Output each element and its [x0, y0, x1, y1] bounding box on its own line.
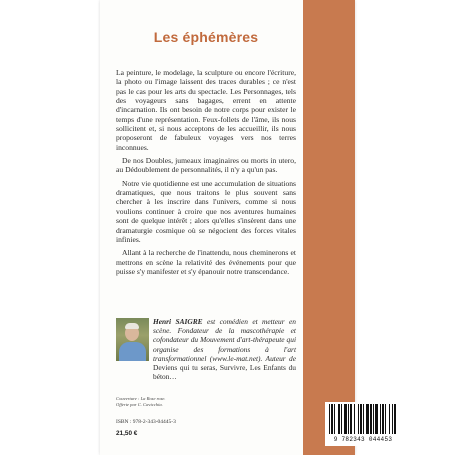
price: 21,50 €	[116, 430, 138, 437]
blurb-paragraph-1: La peinture, le modelage, la sculpture ou encore l'écriture, la photo ou l'image laissent des traces durables ; ce n'est pas le cas pour les arts du spectacle. Les Personnages, tels des voyageurs sans bagages, errent en attente d'incarnation. Ils ont besoin de notre corps pour exister le temps d'une représentation. Feux-follets de l'âme, ils nous sollicitent et, si nous acceptons de les accueillir, ils nous proposeront de fabuleux voyages vers nos terres inconnues.	[116, 68, 296, 152]
blurb-paragraph-4: Allant à la recherche de l'inattendu, nous cheminerons et mettrons en scène la relativité des événements pour que puisse s'y manifester et s'y épanouir notre transcendance.	[116, 248, 296, 276]
author-photo	[116, 318, 149, 361]
author-works: Deviens qui tu seras, Survivre, Les Enfants du béton…	[153, 363, 296, 382]
author-bio	[153, 317, 296, 381]
barcode	[325, 402, 401, 446]
barcode-number: 9 782343 044453	[333, 436, 393, 443]
credit-line-2: Offerte par C. Cavicchia.	[116, 402, 163, 407]
blurb-paragraph-3: Notre vie quotidienne est une accumulation de situations dramatiques, que nous traitons le plus souvent sans chercher à les inscrire dans l'univers, comme si nous voulions continuer à croire que nos aventures humaines sont de quelque intérêt ; alors qu'elles s'insèrent dans une dramaturgie cosmique où se négocient des forces vitales infinies.	[116, 178, 296, 244]
blurb-paragraph-2: De nos Doubles, jumeaux imaginaires ou morts in utero, au Dédoublement de personnalités, il n'y a qu'un pas.	[116, 156, 296, 175]
credit-line-1: Couverture : La Rose rose.	[116, 396, 166, 401]
cover-credits	[116, 396, 236, 408]
author-bio-text: est comédien et metteur en scène. Fondateur de la mascothérapie et cofondateur du Mouvement d'art-thérapeute qui organise des formations à l'art transformationnel (www.le-mat.net). Auteur de	[153, 317, 297, 363]
cover-content	[116, 0, 393, 455]
book-title: Les éphémères	[153, 29, 259, 45]
author-name: Henri SAIGRE	[153, 317, 203, 326]
book-spine	[303, 0, 355, 455]
blurb	[116, 68, 296, 280]
isbn: ISBN : 978-2-343-04445-3	[116, 419, 176, 425]
barcode-bars	[325, 402, 401, 436]
